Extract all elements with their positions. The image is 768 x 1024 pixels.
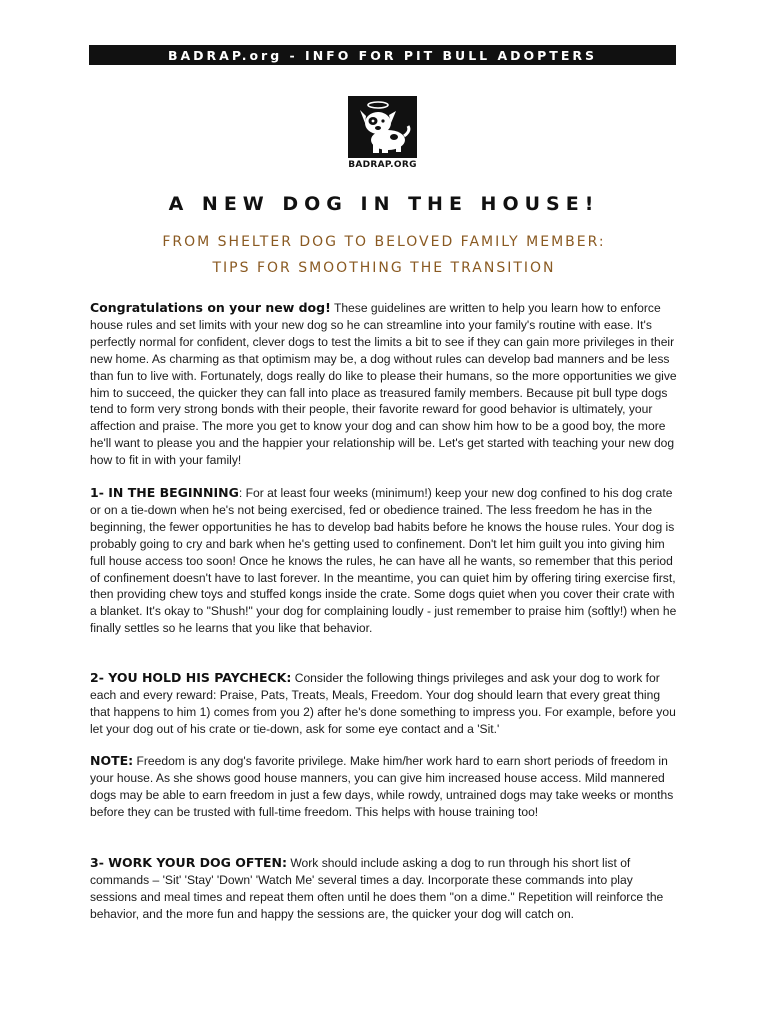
paragraph-body: : For at least four weeks (minimum!) keep your new dog confined to his dog crate or on a tie-down when he's not being exercised, fed or obedience trained. The less freedom he has in the beginning, the fewer opportunities he has to develop bad habits before he knows the house rules. Your dog is probably going to cry and bark when he's getting used to confinement. Don't let him guilt you into giving him full house access too soon! Once he knows the rules, he can have all he wants, so remember that this period of confinement doesn't have to last forever. In the meantime, you can quiet him by offering tiring exercise first, then providing chew toys and stuffed kongs inside the crate. Some dogs quiet when you cover their crate with a blanket. It's okay to "Shush!" your dog for complaining loudly - just remember to praise him (softly!) when he finally settles so he learns that you like that behavior. xyxy=(90,486,677,636)
paragraph-note xyxy=(90,753,682,821)
paragraph-intro xyxy=(90,300,682,469)
paragraph-lead: NOTE: xyxy=(90,753,134,768)
paragraph-body: These guidelines are written to help you learn how to enforce house rules and set limits with your new dog so he can streamline into your family's routine with ease. It's perfectly normal for confident, clever dogs to test the limits a bit to see if they can gain more privileges in their new home. As charming as that optimism may be, a dog without rules can develop bad manners and be less than fun to live with. Fortunately, dogs really do like to please their humans, so the more opportunities we give him to succeed, the quicker they can fall into place as treasured family members. Because pit bull type dogs tend to form very strong bonds with their people, their favorite reward for good behavior is ultimately, your affection and praise. The more you get to know your dog and can show him how to be a good boy, the more he'll want to please you and the happier your relationship will be. Let's get started with teaching your new dog how to fit in with your family! xyxy=(90,301,677,468)
paragraph-lead: 3- WORK YOUR DOG OFTEN: xyxy=(90,855,287,870)
paragraph-paycheck xyxy=(90,670,682,738)
header-banner xyxy=(89,45,676,65)
paragraph-lead: Congratulations on your new dog! xyxy=(90,300,331,315)
subtitle-line-2: TIPS FOR SMOOTHING THE TRANSITION xyxy=(212,260,556,276)
paragraph-body: Freedom is any dog's favorite privilege. Make him/her work hard to earn short periods of freedom in your house. As she shows good house manners, you can give him increased house access. Mild mannered dogs may be able to earn freedom in just a few days, while rowdy, untrained dogs may take weeks or months before they can be trusted with full-time freedom. This helps with house training too! xyxy=(90,754,674,819)
paragraph-body: Work should include asking a dog to run through his short list of commands – 'Sit' 'Stay' 'Down' 'Watch Me' several times a day. Incorporate these commands into play sessions and meal times and repeat them often until he does them "on a dime." Repetition will reinforce the behavior, and the more fun and happy the sessions are, the quicker your dog will catch on. xyxy=(90,856,664,921)
header-banner-text: BADRAP.org - INFO FOR PIT BULL ADOPTERS xyxy=(167,47,598,63)
paragraph-lead: 2- YOU HOLD HIS PAYCHECK: xyxy=(90,670,292,685)
paragraph-lead: 1- IN THE BEGINNING xyxy=(90,485,239,500)
paragraph-in-the-beginning xyxy=(90,485,682,637)
paragraph-work-your-dog xyxy=(90,855,682,923)
logo-caption: BADRAP.ORG xyxy=(348,160,417,170)
page-title: A NEW DOG IN THE HOUSE! xyxy=(168,193,600,215)
paragraph-body: Consider the following things privileges and ask your dog to work for each and every reward: Praise, Pats, Treats, Meals, Freedom. Your dog should learn that every great thing that happens to him 1) comes from you 2) after he's done something to impress you. For example, before you let your dog out of his crate or tie-down, ask for some eye contact and a 'Sit.' xyxy=(90,671,676,736)
subtitle-line-1: FROM SHELTER DOG TO BELOVED FAMILY MEMBER: xyxy=(162,234,606,250)
